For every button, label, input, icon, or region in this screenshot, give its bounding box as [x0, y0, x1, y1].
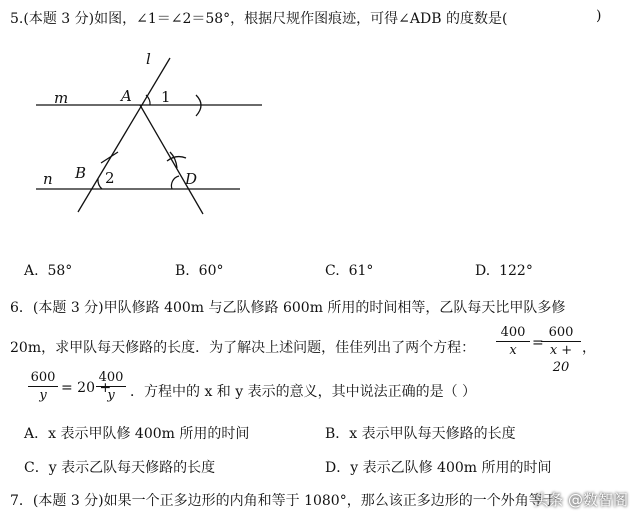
- eq1-fraction-left: [496, 324, 530, 359]
- label-2: 2: [105, 169, 115, 187]
- q6-line-1: 6．(本题 3 分)甲队修路 400m 与乙队修路 600m 所用的时间相等，乙队每天比甲队多修: [10, 300, 566, 316]
- q5-number: 5.: [10, 11, 24, 27]
- q5-stem-text: (本题 3 分)如图，∠1＝∠2＝58°，根据尺规作图痕迹，可得∠ADB 的度数是(: [23, 11, 508, 27]
- q6-option-b[interactable]: B．x 表示甲队每天修路的长度: [325, 426, 516, 442]
- q5-option-a[interactable]: A. 58°: [24, 263, 73, 279]
- eq2-middle: = 20 +: [61, 380, 112, 396]
- eq1-den-left: x: [509, 343, 517, 358]
- eq1-num-left: 400: [496, 324, 530, 342]
- q7-stem: 7．(本题 3 分)如果一个正多边形的内角和等于 1080°，那么该正多边形的一个外角等于: [10, 493, 557, 509]
- q6-line-3: ．方程中的 x 和 y 表示的意义，其中说法正确的是（ ）: [130, 384, 477, 400]
- label-a: A: [121, 87, 132, 105]
- q6-line-2: 20m，求甲队每天修路的长度．为了解决上述问题，佳佳列出了两个方程：: [10, 340, 476, 356]
- eq1-equals: =: [532, 335, 544, 351]
- label-d: D: [185, 170, 198, 188]
- label-b: B: [75, 164, 87, 182]
- eq1-tail: ，: [582, 340, 596, 356]
- eq2-den-left: y: [39, 388, 47, 403]
- label-l: l: [146, 50, 151, 68]
- q5-option-c[interactable]: C. 61°: [325, 263, 374, 279]
- q5-blank-end: ): [596, 8, 602, 24]
- construction-tick-b: [101, 152, 118, 163]
- segment-ad: [140, 105, 203, 214]
- eq2-num-left: 600: [28, 369, 58, 387]
- eq1-num-right: 600: [541, 324, 581, 342]
- angle-2-arc: [98, 179, 102, 189]
- eq1-den-right: x + 20: [549, 343, 573, 375]
- eq2-fraction-left: [28, 369, 58, 404]
- label-n: n: [43, 170, 53, 188]
- eq2-num-right: 400: [96, 369, 126, 387]
- q5-option-d[interactable]: D. 122°: [475, 263, 533, 279]
- eq2-den-right: y: [107, 388, 115, 403]
- q6-option-d[interactable]: D．y 表示乙队修 400m 所用的时间: [325, 460, 552, 476]
- q5-option-b[interactable]: B. 60°: [175, 263, 224, 279]
- eq2-fraction-right: [96, 369, 126, 404]
- watermark: 头条 @数智阁: [533, 491, 628, 509]
- q6-option-a[interactable]: A．x 表示甲队修 400m 所用的时间: [24, 426, 250, 442]
- eq1-fraction-right: [541, 324, 581, 376]
- label-m: m: [54, 89, 69, 107]
- q6-option-c[interactable]: C．y 表示乙队每天修路的长度: [24, 460, 216, 476]
- q5-geometry-figure: [0, 0, 640, 250]
- angle-d-arc: [171, 176, 179, 189]
- label-1: 1: [161, 88, 171, 106]
